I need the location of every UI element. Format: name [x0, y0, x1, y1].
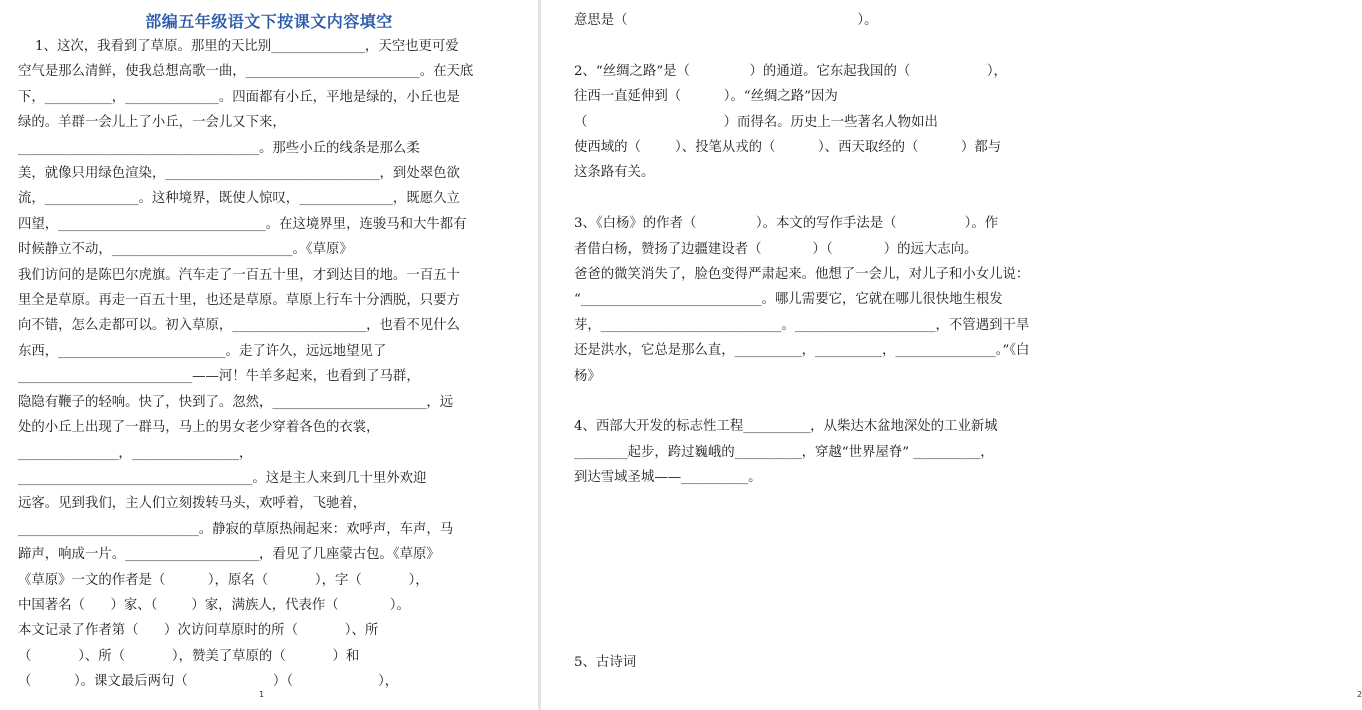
text-line: 东西，_________________________。走了许久，远远地望见了 — [18, 343, 387, 359]
text-line: 蹄声，响成一片。____________________，看见了几座蒙古包。《草原》 — [18, 547, 440, 563]
section-heading: 5、古诗词 — [574, 655, 637, 670]
text-line — [574, 389, 1066, 414]
text-line: 还是洪水，它总是那么直，__________，__________，_______________。”《白 — [574, 343, 1030, 359]
text-line: 往西一直延伸到（ ）。“丝绸之路”因为 — [574, 89, 838, 105]
document-page-1 — [0, 0, 538, 710]
text-line: 处的小丘上出现了一群马，马上的男女老少穿着各色的衣裳， — [18, 420, 380, 436]
text-line: 爸爸的微笑消失了，脸色变得严肃起来。他想了一会儿，对儿子和小女儿说： — [574, 267, 1030, 283]
text-line: 下，__________，______________。四面都有小丘，平地是绿的，小丘也是 — [18, 89, 460, 105]
text-line: 2、“丝绸之路”是（ ）的通道。它东起我国的（ ）， — [574, 63, 1007, 79]
text-line: 中国著名（ ）家、（ ）家，满族人，代表作（ ）。 — [18, 597, 410, 613]
text-line: ____________________________________。那些小丘的线条是那么柔 — [18, 140, 420, 156]
text-line: 绿的。羊群一会儿上了小丘，一会儿又下来， — [18, 115, 286, 131]
text-line: 本文记录了作者第（ ）次访问草原时的所（ ）、所 — [18, 623, 379, 639]
text-line: 这条路有关。 — [574, 165, 655, 181]
text-line: 四望，_______________________________。在这境界里，连骏马和大牛都有 — [18, 216, 467, 232]
text-line: 使西域的（ ）、投笔从戎的（ ）、西天取经的（ ）都与 — [574, 140, 1002, 156]
text-line: 隐隐有鞭子的轻响。快了，快到了。忽然，_______________________，远 — [18, 394, 454, 410]
text-line: （ ）。课文最后两句（ ）（ ）， — [18, 674, 399, 690]
text-line: （ ）而得名。历史上一些著名人物如出 — [574, 114, 938, 130]
text-line — [574, 186, 1066, 211]
text-line: （ ）、所（ ），赞美了草原的（ ）和 — [18, 648, 360, 664]
text-line: “___________________________。哪儿需要它，它就在哪儿很快地生根发 — [574, 292, 1003, 308]
text-line: __________________________——河！牛羊多起来，也看到了马群， — [18, 369, 420, 385]
text-line: 4、西部大开发的标志性工程__________，从柴达木盆地深处的工业新城 — [574, 419, 998, 435]
text-line: 《草原》一文的作者是（ ），原名（ ），字（ ）， — [18, 572, 429, 588]
text-line: 1、这次，我看到了草原。那里的天比别______________，天空也更可爱 — [18, 39, 459, 54]
text-line: 杨》 — [574, 368, 601, 384]
text-line: 里全是草原。再走一百五十里，也还是草原。草原上行车十分洒脱，只要方 — [18, 293, 460, 309]
page-number: 1 — [259, 690, 265, 699]
text-line: 远客。见到我们，主人们立刻拨转马头，欢呼着，飞驰着， — [18, 496, 367, 512]
text-line: ___________________________________。这是主人来到几十里外欢迎 — [18, 470, 427, 486]
text-line — [574, 33, 1066, 58]
text-line: ___________________________。静寂的草原热闹起来：欢呼声，车声，马 — [18, 521, 454, 537]
text-line: 3、《白杨》的作者（ ）。本文的写作手法是（ ）。作 — [574, 216, 999, 232]
text-line: 向不错，怎么走都可以。初入草原，____________________，也看不见什么 — [18, 318, 460, 334]
page-2-body — [574, 8, 1066, 491]
text-line: ________起步，跨过巍峨的__________，穿越“世界屋脊” __________， — [574, 444, 994, 460]
text-line: 芽，___________________________。_____________________，不管遇到干旱 — [574, 317, 1030, 333]
text-line: 意思是（ ）。 — [574, 13, 878, 28]
text-line: _______________，________________， — [18, 445, 253, 461]
document-page-2 — [541, 0, 1362, 710]
worksheet-title: 部编五年级语文下按课文内容填空 — [145, 12, 393, 31]
page-number: 2 — [1357, 690, 1362, 699]
text-line: 流，______________。这种境界，既使人惊叹，______________，既愿久立 — [18, 191, 460, 207]
text-line: 者借白杨，赞扬了边疆建设者（ ）（ ）的远大志向。 — [574, 241, 978, 257]
text-line: 时候静立不动，___________________________。《草原》 — [18, 242, 353, 258]
text-line: 美，就像只用绿色渲染，________________________________，到处翠色欲 — [18, 166, 460, 182]
page-1-body — [18, 34, 510, 695]
text-line: 我们访问的是陈巴尔虎旗。汽车走了一百五十里，才到达目的地。一百五十 — [18, 267, 460, 283]
text-line: 空气是那么清鲜，使我总想高歌一曲，__________________________。在天底 — [18, 64, 474, 80]
text-line: 到达雪域圣城——__________。 — [574, 470, 762, 486]
